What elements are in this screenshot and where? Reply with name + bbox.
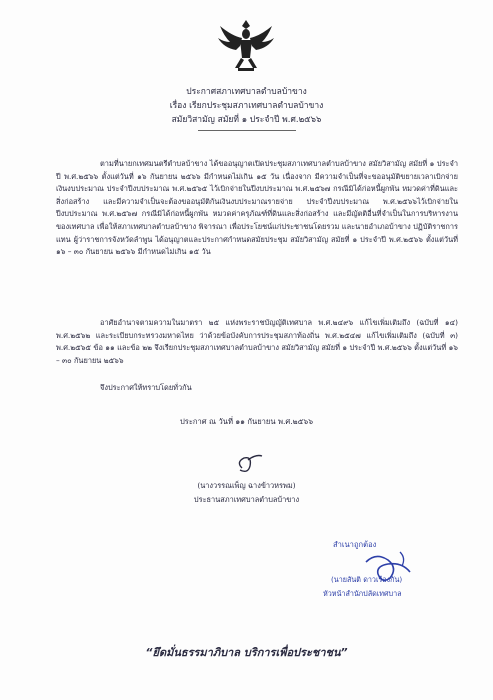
header-divider [198,130,296,131]
certified-copy-stamp: สำเนาถูกต้อง [333,540,377,549]
announcement-session: สมัยวิสามัญ สมัยที่ ๑ ประจำปี พ.ศ.๒๕๖๖ [171,115,322,125]
announcement-subject: เรื่อง เรียกประชุมสภาเทศบาลตำบลบ้าขาง [169,101,324,111]
signatory-name: (นางวรรณเพ็ญ ฉางข้าวหรพม) [197,481,296,490]
certifier-name: (นายสันติ ดาวเรืองกัน) [331,575,403,584]
signatory-position: ประธานสภาเทศบาลตำบลบ้าขาง [193,495,300,504]
chairperson-signature [224,450,274,476]
announcement-issuer: ประกาศสภาเทศบาลตำบลบ้าขาง [186,87,307,97]
announcement-date: ประกาศ ณ วันที่ ๑๑ กันยายน พ.ศ.๒๕๖๖ [179,417,314,426]
footer-motto: “ยึดมั่นธรรมาภิบาล บริการเพื่อประชาชน” [145,646,348,659]
certifier-position: หัวหน้าสำนักปลัดเทศบาล [323,589,402,598]
garuda-emblem-icon [214,16,278,80]
body-paragraph-3: จึงประกาศให้ทราบโดยทั่วกัน [100,383,192,392]
body-paragraph-2: อาศัยอำนาจตามความในมาตรา ๒๕ แห่งพระราชบัญญัติเทศบาล พ.ศ.๒๔๙๖ แก้ไขเพิ่มเติมถึง (ฉบับที่ ๑๔) พ.ศ.๒๕๖๒ และระเบียบกระทรวงมหาดไทย ว่าด้วยข้อบังคับการประชุมสภาท้องถิ่น พ.ศ.๒๕๔๗ แก้ไขเพิ่มเติมถึง (ฉบับที่ ๓) พ.ศ.๒๕๖๕ ข้อ ๑๑ และข้อ ๒๒ จึงเรียกประชุมสภาเทศบาลตำบลบ้าขาง สมัยวิสามัญ สมัยที่ ๑ ประจำปี พ.ศ.๒๕๖๖ ตั้งแต่วันที่ ๑๖ – ๓๐ กันยายน ๒๕๖๖ [56,318,458,365]
body-paragraph-1: ตามที่นายกเทศมนตรีตำบลบ้าขาง ได้ขออนุญาตเปิดประชุมสภาเทศบาลตำบลบ้าขาง สมัยวิสามัญ สมัยที่ ๑ ประจำปี พ.ศ.๒๕๖๖ ตั้งแต่วันที่ ๑๖ กันยายน ๒๕๖๖ มีกำหนดไม่เกิน ๑๕ วัน เนื่องจาก มีความจำเป็นที่จะขออนุมัติขยายเวลาเบิกจ่ายเงินงบประมาณ ประจำปีงบประมาณ พ.ศ.๒๕๖๕ ไว้เบิกจ่ายในปีงบประมาณ พ.ศ.๒๕๖๗ กรณีมิได้ก่อหนี้ผูกพัน หมวดค่าที่ดินและสิ่งก่อสร้าง และมีความจำเป็นจะต้องขออนุมัติกันเงินงบประมาณรายจ่าย ประจำปีงบประมาณ พ.ศ.๒๕๖๖ไว้เบิกจ่ายในปีงบประมาณ พ.ศ.๒๕๖๗ กรณีมิได้ก่อหนี้ผูกพัน หมวดค่าครุภัณฑ์ที่ดินและสิ่งก่อสร้าง และมีญัตติอื่นที่จำเป็นในการบริหารงานของเทศบาล เพื่อให้สภาเทศบาลตำบลบ้าขาง พิจารณา เพื่อประโยชน์แก่ประชาชนโดยรวม และนายอำเภอบ้าขาง ปฏิบัติราชการแทน ผู้ว่าราชการจังหวัดลำพูน ได้อนุญาตและประกาศกำหนดสมัยประชุม สมัยวิสามัญ สมัยที่ ๑ ประจำปี พ.ศ.๒๕๖๖ ตั้งแต่วันที่ ๑๖ – ๓๐ กันยายน ๒๕๖๖ มีกำหนดไม่เกิน ๑๕ วัน [56,159,458,257]
